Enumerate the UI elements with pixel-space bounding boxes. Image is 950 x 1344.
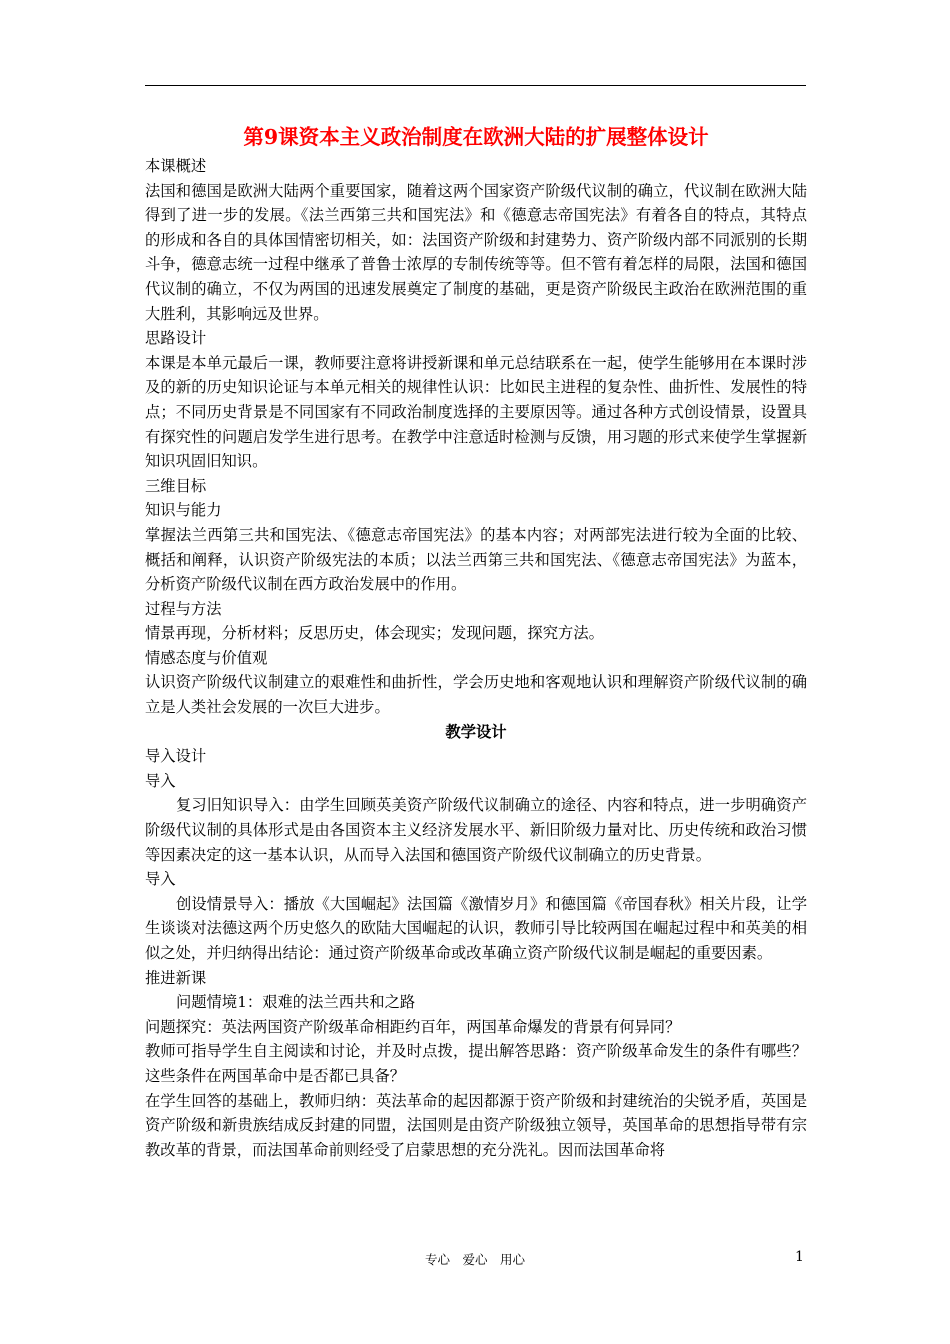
paragraph: 导入设计 <box>145 747 207 766</box>
paragraph: 思路设计 <box>145 329 207 348</box>
paragraph: 本课概述 <box>145 157 207 175</box>
paragraph: 导入 <box>145 771 176 790</box>
paragraph: 情感态度与价值观 <box>145 648 268 667</box>
paragraph: 导入 <box>145 870 176 889</box>
section-heading: 教学设计 <box>445 722 507 741</box>
paragraph: 创设情景导入：播放《大国崛起》法国篇《激情岁月》和德国篇《帝国春秋》相关片段，让学生谈谈对法德这两个历史悠久的欧陆大国崛起的认识，教师引导比较两国在崛起过程中和英美的相似之处，并归纳得出结论：通过资产阶级革命或改革确立资产阶级代议制是崛起的重要因素。 <box>145 894 807 962</box>
header-rule <box>145 85 806 86</box>
paragraph: 本课是本单元最后一课，教师要注意将讲授新课和单元总结联系在一起，使学生能够用在本课时涉及的新的历史知识论证与本单元相关的规律性认识：比如民主进程的复杂性、曲折性、发展性的特点；不同历史背景是不同国家有不同政治制度选择的主要原因等。通过各种方式创设情景，设置具有探究性的问题启发学生进行思考。在教学中注意适时检测与反馈，用习题的形式来使学生掌握新知识巩固旧知识。 <box>145 353 807 471</box>
paragraph: 知识与能力 <box>145 501 222 520</box>
paragraph: 法国和德国是欧洲大陆两个重要国家，随着这两个国家资产阶级代议制的确立，代议制在欧洲大陆得到了进一步的发展。《法兰西第三共和国宪法》和《德意志帝国宪法》有着各自的特点，其特点的形成和各自的具体国情密切相关，如：法国资产阶级和封建势力、资产阶级内部不同派别的长期斗争，德意志统一过程中继承了普鲁士浓厚的专制传统等等。但不管有着怎样的局限，法国和德国代议制的确立，不仅为两国的迅速发展奠定了制度的基础，更是资产阶级民主政治在欧洲范围的重大胜利，其影响远及世界。 <box>145 181 807 323</box>
paragraph: 三维目标 <box>145 476 207 495</box>
paragraph: 教师可指导学生自主阅读和讨论，并及时点拨，提出解答思路：资产阶级革命发生的条件有哪些？这些条件在两国革命中是否都已具备？ <box>145 1042 807 1085</box>
page-number: 1 <box>795 1249 804 1265</box>
paragraph: 推进新课 <box>145 968 207 987</box>
paragraph: 问题探究：英法两国资产阶级革命相距约百年，两国革命爆发的背景有何异同？ <box>145 1017 681 1036</box>
paragraph: 掌握法兰西第三共和国宪法、《德意志帝国宪法》的基本内容；对两部宪法进行较为全面的比较、概括和阐释，认识资产阶级宪法的本质；以法兰西第三共和国宪法、《德意志帝国宪法》为蓝本，分析资产阶级代议制在西方政治发展中的作用。 <box>145 525 807 594</box>
paragraph: 问题情境1：艰难的法兰西共和之路 <box>176 993 416 1012</box>
paragraph: 过程与方法 <box>145 599 222 618</box>
paragraph-container <box>145 154 807 1162</box>
document-title: 第9课资本主义政治制度在欧洲大陆的扩展整体设计 <box>243 125 709 149</box>
paragraph: 情景再现，分析材料；反思历史，体会现实；发现问题，探究方法。 <box>145 624 604 643</box>
footer-motto: 专心 爱心 用心 <box>424 1252 525 1267</box>
document-body <box>145 122 807 1162</box>
paragraph: 认识资产阶级代议制建立的艰难性和曲折性，学会历史地和客观地认识和理解资产阶级代议制的确立是人类社会发展的一次巨大进步。 <box>145 673 807 717</box>
paragraph: 复习旧知识导入：由学生回顾英美资产阶级代议制确立的途径、内容和特点，进一步明确资产阶级代议制的具体形式是由各国资本主义经济发展水平、新旧阶级力量对比、历史传统和政治习惯等因素决定的这一基本认识，从而导入法国和德国资产阶级代议制确立的历史背景。 <box>145 796 807 864</box>
paragraph: 在学生回答的基础上，教师归纳：英法革命的起因都源于资产阶级和封建统治的尖锐矛盾，英国是资产阶级和新贵族结成反封建的同盟，法国则是由资产阶级独立领导，英国革命的思想指导带有宗教改革的背景，而法国革命前则经受了启蒙思想的充分洗礼。因而法国革命将 <box>145 1091 807 1159</box>
